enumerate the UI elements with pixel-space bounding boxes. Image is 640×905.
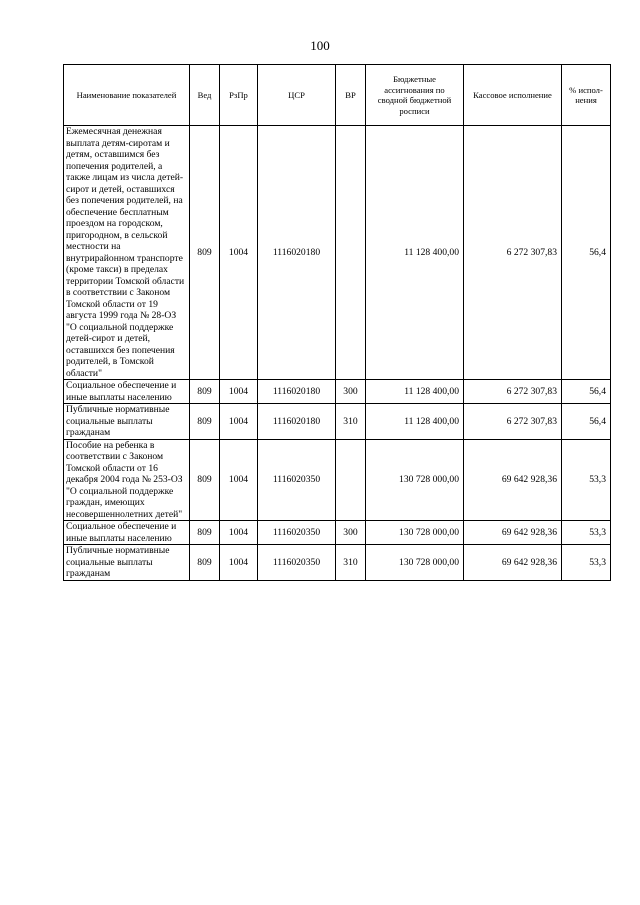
table-row [64,439,611,521]
row-csr: 1116020180 [258,380,336,404]
budget-execution-table [63,64,611,581]
row-percent: 56,4 [562,380,611,404]
row-rzpr: 1004 [220,126,258,380]
row-name: Публичные нормативные социальные выплаты гражданам [64,404,190,440]
row-vr: 310 [336,545,366,581]
row-ved: 809 [190,380,220,404]
row-ved: 809 [190,545,220,581]
row-cash: 69 642 928,36 [464,439,562,521]
row-name: Социальное обеспечение и иные выплаты населению [64,521,190,545]
row-budget: 11 128 400,00 [366,126,464,380]
row-csr: 1116020350 [258,439,336,521]
row-ved: 809 [190,521,220,545]
header-vr: ВР [336,65,366,126]
header-rzpr: РзПр [220,65,258,126]
row-ved: 809 [190,126,220,380]
row-csr: 1116020350 [258,545,336,581]
row-budget: 130 728 000,00 [366,545,464,581]
row-percent: 53,3 [562,439,611,521]
header-ved: Вед [190,65,220,126]
row-percent: 56,4 [562,404,611,440]
row-budget: 130 728 000,00 [366,439,464,521]
header-percent: % испол-нения [562,65,611,126]
row-name: Ежемесячная денежная выплата детям-сиротам и детям, оставшимся без попечения родителей, а также лицам из числа детей-сирот и детей, оставшихся без попечения родителей, на обеспечение бесплатным проездом на городском, пригородном, в сельской местности на внутрирайонном транспорте (кроме такси) в пределах территории Томской области в соответствии с Законом Томской области от 19 августа 1999 года № 28-ОЗ "О социальной поддержке детей-сирот и детей, оставшихся без попечения родителей, в Томской области" [64,126,190,380]
row-ved: 809 [190,439,220,521]
row-cash: 6 272 307,83 [464,380,562,404]
row-name: Пособие на ребенка в соответствии с Законом Томской области от 16 декабря 2004 года № 253-ОЗ "О социальной поддержке граждан, имеющих несовершеннолетних детей" [64,439,190,521]
row-name: Публичные нормативные социальные выплаты гражданам [64,545,190,581]
row-budget: 130 728 000,00 [366,521,464,545]
row-name: Социальное обеспечение и иные выплаты населению [64,380,190,404]
row-budget: 11 128 400,00 [366,404,464,440]
row-csr: 1116020180 [258,404,336,440]
table-header-row [64,65,611,126]
row-rzpr: 1004 [220,439,258,521]
row-csr: 1116020350 [258,521,336,545]
table-row [64,380,611,404]
page-number: 100 [310,38,330,53]
header-name: Наименование показателей [64,65,190,126]
table-row [64,126,611,380]
row-cash: 6 272 307,83 [464,126,562,380]
row-rzpr: 1004 [220,404,258,440]
row-rzpr: 1004 [220,380,258,404]
row-percent: 53,3 [562,521,611,545]
row-percent: 56,4 [562,126,611,380]
row-cash: 69 642 928,36 [464,545,562,581]
table-row [64,404,611,440]
row-cash: 69 642 928,36 [464,521,562,545]
row-vr: 300 [336,380,366,404]
table-row [64,545,611,581]
row-cash: 6 272 307,83 [464,404,562,440]
header-csr: ЦСР [258,65,336,126]
header-budget: Бюджетные ассигнования по сводной бюджетной росписи [366,65,464,126]
table-row [64,521,611,545]
row-vr [336,126,366,380]
row-vr: 300 [336,521,366,545]
row-vr: 310 [336,404,366,440]
row-vr [336,439,366,521]
row-budget: 11 128 400,00 [366,380,464,404]
header-cash: Кассовое исполнение [464,65,562,126]
row-percent: 53,3 [562,545,611,581]
row-rzpr: 1004 [220,545,258,581]
row-rzpr: 1004 [220,521,258,545]
row-ved: 809 [190,404,220,440]
row-csr: 1116020180 [258,126,336,380]
